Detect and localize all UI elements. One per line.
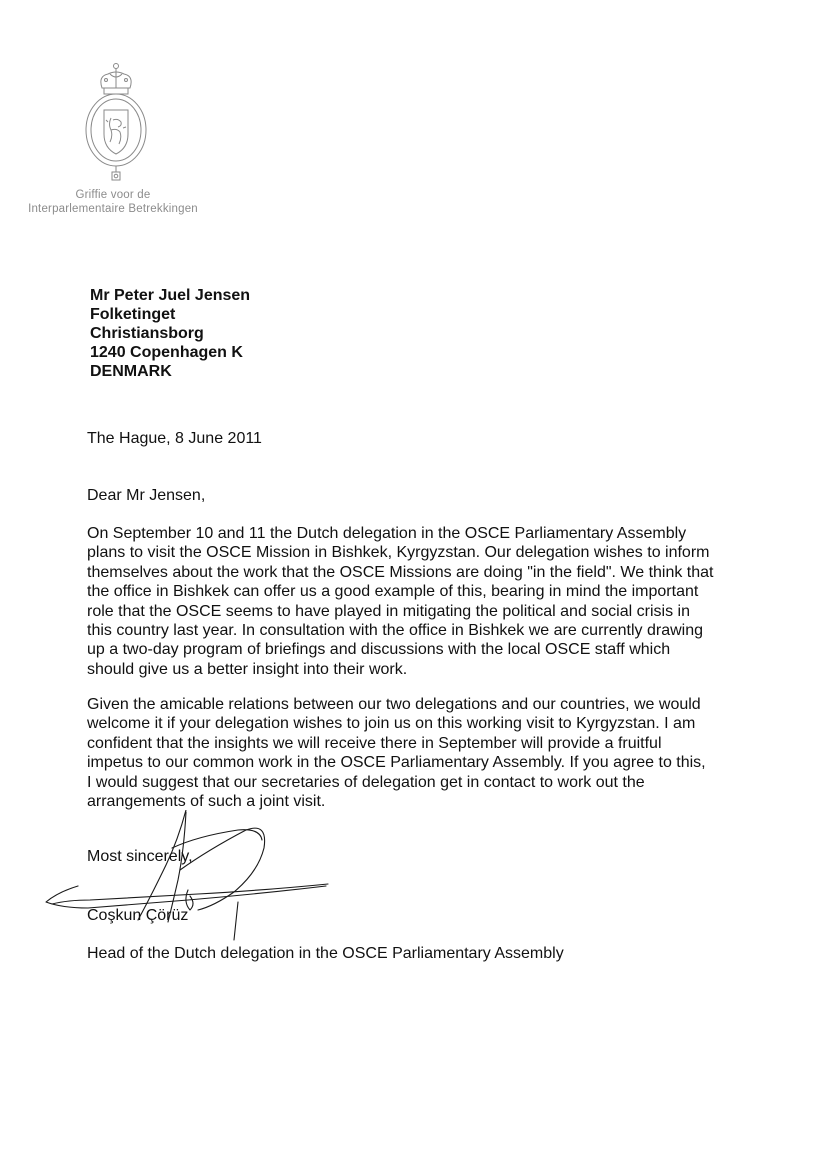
paragraph-line: plans to visit the OSCE Mission in Bishkek, Kyrgyzstan. Our delegation wishes to inform: [87, 544, 710, 562]
signatory-title: Head of the Dutch delegation in the OSCE Parliamentary Assembly: [87, 945, 564, 962]
closing: Most sincerely,: [87, 848, 193, 865]
paragraph-line: should give us a better insight into their work.: [87, 660, 408, 678]
paragraph-line: role that the OSCE seems to have played in mitigating the political and social crisis in: [87, 602, 690, 620]
paragraph-line: up a two-day program of briefings and discussions with the local OSCE staff which: [87, 641, 671, 659]
paragraph-line: impetus to our common work in the OSCE Parliamentary Assembly. If you agree to this,: [87, 754, 706, 772]
paragraph-line: welcome it if your delegation wishes to join us on this working visit to Kyrgyzstan. I am: [87, 715, 696, 733]
letter-date: The Hague, 8 June 2011: [87, 430, 262, 447]
recipient-organization: Folketinget: [90, 306, 176, 323]
organization-name: [0, 188, 226, 216]
paragraph-line: this country last year. In consultation with the office in Bishkek we are currently drawing: [87, 622, 704, 640]
recipient-city: 1240 Copenhagen K: [90, 344, 243, 361]
org-name-line-1: Griffie voor de: [75, 189, 151, 201]
handwritten-signature-icon: [38, 810, 338, 960]
paragraph-line: themselves about the work that the OSCE Missions are doing "in the field". We think that: [87, 563, 714, 581]
paragraph-line: I would suggest that our secretaries of delegation get in contact to work out the: [87, 773, 645, 791]
salutation: Dear Mr Jensen,: [87, 487, 206, 504]
recipient-address: [90, 286, 250, 381]
paragraph-line: arrangements of such a joint visit.: [87, 793, 326, 811]
signatory-name: Coşkun Çörüz: [87, 907, 189, 924]
paragraph-line: On September 10 and 11 the Dutch delegation in the OSCE Parliamentary Assembly: [87, 525, 687, 542]
body-paragraph-1: [87, 524, 777, 679]
org-name-line-2: Interparlementaire Betrekkingen: [28, 203, 198, 215]
recipient-building: Christiansborg: [90, 325, 204, 342]
paragraph-line: the office in Bishkek can offer us a good example of this, bearing in mind the important: [87, 583, 699, 601]
recipient-name: Mr Peter Juel Jensen: [90, 287, 251, 304]
coat-of-arms-icon: [80, 58, 152, 186]
paragraph-line: confident that the insights we will receive there in September will provide a fruitful: [87, 734, 662, 752]
recipient-country: DENMARK: [90, 363, 172, 380]
paragraph-line: Given the amicable relations between our two delegations and our countries, we would: [87, 696, 701, 713]
body-paragraph-2: [87, 695, 777, 811]
